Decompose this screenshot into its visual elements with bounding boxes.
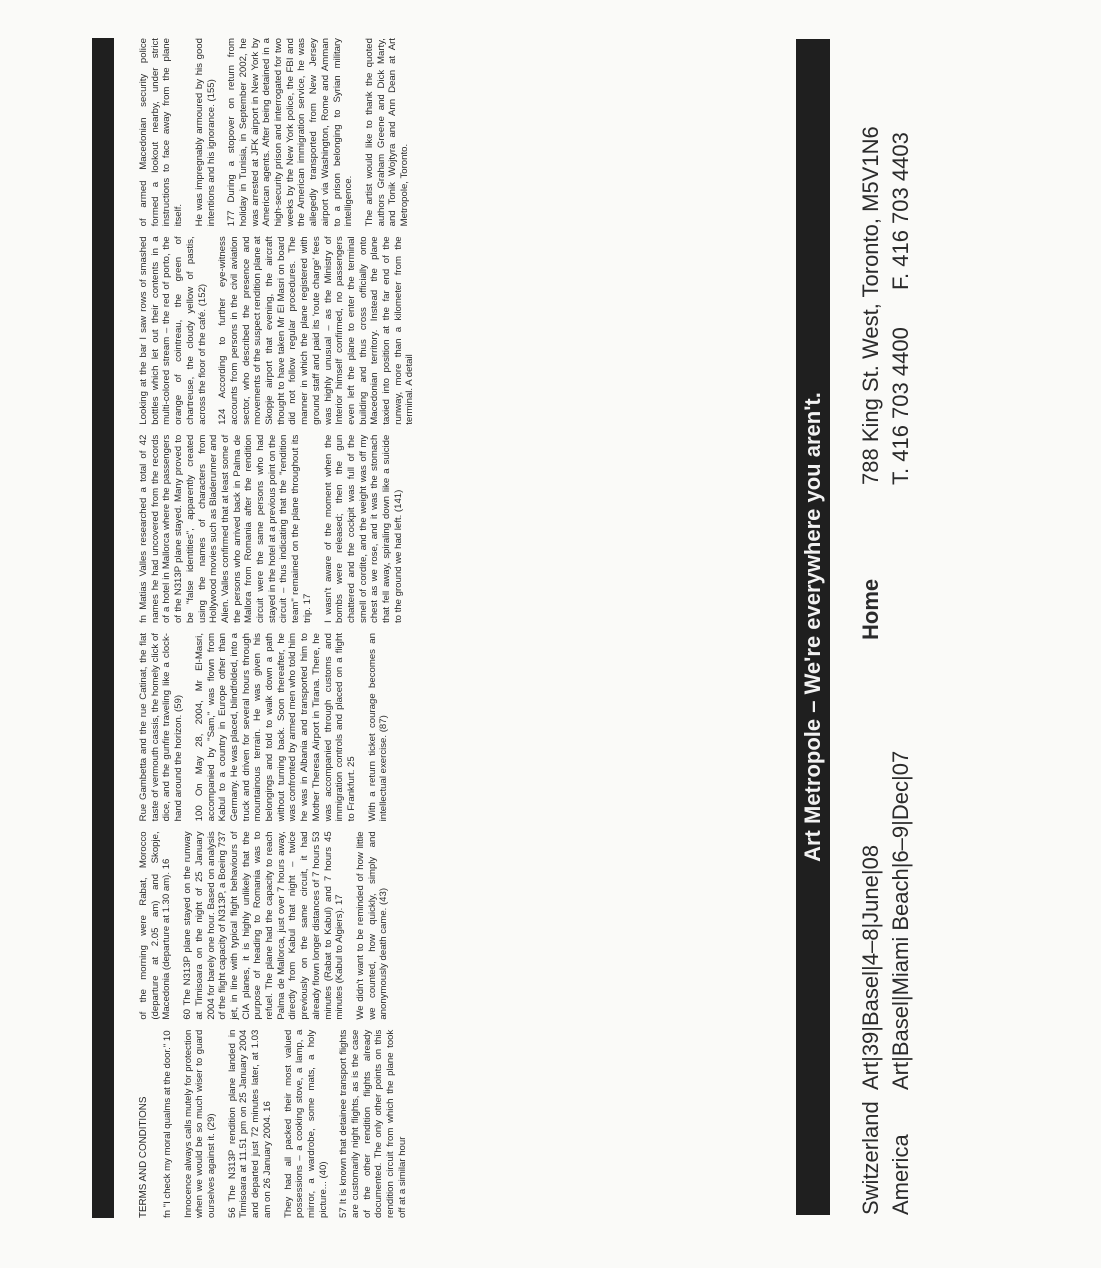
paragraph: They had all packed their most valued possessions – a cooking stove, a lamp, a mirror, a wardrobe, some mats, a holy picture... (40) [282,1029,329,1218]
text-column-3 [138,633,425,821]
paragraph: Looking at the bar I saw rows of smashed bottles which let out their contents in a multi-colored stream – the red of porto, the orange of cointreau, the green of chartreuse, the cloudy yellow of pastis, across the floor of the café. (152) [138,236,208,425]
paragraph: fn "I check my moral qualms at the door." 10 [161,1030,173,1218]
venue-row-america [886,39,916,1215]
address-panel [796,39,1101,1215]
banner-bar [796,39,830,1215]
telephone-text: T. 416 703 4400 [888,327,913,485]
event-label: Art|Basel|Miami Beach|6–9|Dec|07 [888,750,913,1090]
text-columns [114,38,425,1218]
paragraph: We didn't want to be reminded of how little we counted, how quickly, simply and anonymously death came. (43) [354,831,390,1020]
paragraph: 124 According to further eye-witness accounts from persons in the civil aviation sector, who described the presence and movements of the suspect rendition plane at Skopje airport that evening, the aircraft thought to have taken Mr El Masri on board did not follow regular procedures. The manner in which the plane registered with ground staff and paid its 'route charge' fees was highly unusual – as the Ministry of Interior himself confirmed, no passengers even left the plane to enter the terminal building and thus cross officially onto Macedonian territory. Instead the plane taxied into position at the far end of the runway, more than a kilometer from the terminal. A detail [217,236,416,425]
text-column-1 [138,1030,425,1218]
address-text: 788 King St. West, Toronto, M5V1N6 [858,126,883,485]
banner-text: Art Metropole – We're everywhere you aren't. [800,392,825,862]
paragraph: Innocence always calls mutely for protection when we would be so much wiser to guard ourselves against it. (29) [182,1029,218,1218]
text-column-5 [138,236,425,424]
event-label: Art|39|Basel|4–8|June|08 [858,844,883,1090]
paragraph: fn Matias Valles researched a total of 42 names he had uncovered from the records of a hotel in Mallorca where the passengers of the N313P plane stayed. Many proved to be "false identities", apparently created using the names of characters from Hollywood movies such as Bladerunner and Alien. Valles confirmed that at least some of the persons who arrived back in Palma de Mallora from Romania after the rendition circuit were the same persons who had stayed in the hotel at a previous point on the circuit – thus indicating that the "rendition team" remained on the plane throughout its trip. 17 [138,434,313,624]
paragraph: 56 The N313P rendition plane landed in Timisoara at 11.51 pm on 25 January 2004 and departed just 72 minutes later, at 1.03 am on 26 January 2004. 16 [226,1029,273,1218]
paragraph: of armed Macedonian security police formed a lookout nearby, under strict instructions to face away from the plane itself. [138,38,185,227]
terms-heading: TERMS AND CONDITIONS [138,1096,149,1218]
paragraph: 100 On May 28, 2004, Mr El-Masri, accompanied by "Sam," was flown from Kabul to a country in Europe other than Germany. He was placed, blindfolded, into a truck and driven for several hours through mountainous terrain. He was given his belongings and told to walk down a path without turning back. Soon thereafter, he was confronted by armed men who told him he was in Albania and transported him to Mother Theresa Airport in Tirana. There, he was accompanied through customs and immigration controls and placed on a flight to Frankfurt. 25 [193,633,357,822]
home-label: Home [858,578,883,640]
paragraph: of the morning were Rabat, Morocco (departure at 2.05 am) and Skopje, Macedonia (departure at 1.30 am). 16 [138,831,173,1020]
venue-row-switzerland [856,39,886,1215]
paragraph: 177 During a stopover on return from holiday in Tunisia, in September 2002, he was arrested at JFK airport in New York by American agents. After being detained in a high-security prison and interrogated for two weeks by the New York police, the FBI and the American immigration service, he was allegedly transported from New Jersey airport via Washington, Rome and Amman to a prison belonging to Syrian military intelligence. [226,38,355,227]
paragraph: With a return ticket courage becomes an intellectual exercise. (87) [366,633,390,822]
country-label: Switzerland [858,1101,883,1215]
home-spacer [886,485,916,640]
text-panel [92,38,502,1218]
paragraph: He was impregnably armoured by his good intentions and his ignorance. (155) [193,38,217,227]
fax-text: F. 416 703 4403 [888,132,913,290]
paragraph: Rue Gambetta and the rue Catinat, the flat taste of vermouth cassis, the homely click of dice, and the gunfire traveling like a clock-hand around the horizon. (59) [138,633,185,822]
paragraph: I wasn't aware of the moment when the bombs were released; then the gun chattered and the cockpit was full of the smell of cordite, and the weight was off my chest as we rose, and it was the stomach that fell away, spiraling down like a suicide to the ground we had left. (141) [322,434,404,624]
text-column-4 [138,435,425,623]
paragraph: 57 It is known that detainee transport flights are customarily night flights, as is the case of the other rendition flights already documented. The only other points on this rendition circuit from which the plane took off at a similar hour [338,1029,408,1218]
paragraph: 60 The N313P plane stayed on the runway at Timisoara on the night of 25 January 2004 for barely one hour. Based on analysis of the flight capacity of N313P, a Boeing 737 jet, in line with typical flight behaviours of CIA planes, it is highly unlikely that the purpose of heading to Romania was to refuel. The plane had the capacity to reach Palma de Mallorca, just over 7 hours away, directly from Kabul that night – twice previously on the same circuit, it had already flown longer distances of 7 hours 53 minutes (Rabat to Kabul) and 7 hours 45 minutes (Kabul to Algiers). 17 [182,831,346,1020]
text-column-2 [138,831,425,1019]
country-label: America [888,1134,913,1215]
paragraph: The artist would like to thank the quoted authors Graham Greene and Dick Marty, and Tonik Wojtyra and Ann Dean at Art Metropole, Toronto. [363,38,411,227]
text-column-6 [138,38,425,226]
black-bar [92,38,114,1218]
venue-rows [830,39,916,1215]
